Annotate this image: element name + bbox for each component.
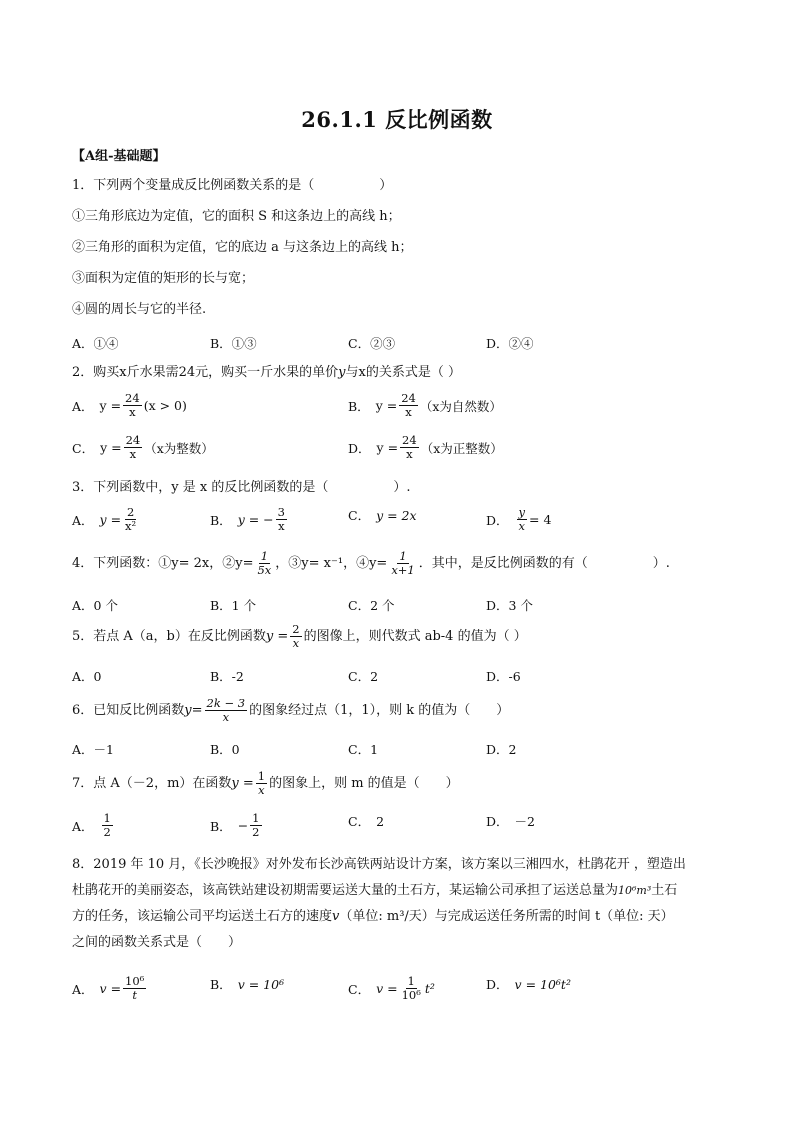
stem-part: ．其中，是反比例函数的有（ ）.: [418, 555, 670, 571]
stem-part: 6．已知反比例函数: [72, 702, 185, 718]
fraction: [124, 434, 143, 461]
fraction: [123, 506, 138, 533]
stem-part: 的图象上，则 m 的值是（ ）: [269, 775, 459, 791]
denominator: x: [405, 405, 412, 419]
stem-part: 5．若点 A（a，b）在反比例函数: [72, 628, 266, 644]
q4-option-a: A．0 个: [72, 598, 118, 613]
fraction: [399, 392, 418, 419]
condition: （x为正整数）: [420, 440, 503, 456]
q6-option-a: A．－1: [72, 742, 114, 757]
denominator: x: [222, 710, 230, 724]
numerator: 1: [103, 811, 111, 825]
option-label: D．: [486, 977, 509, 992]
numerator: 24: [125, 433, 141, 447]
section-heading: 【A组-基础题】: [72, 149, 166, 164]
q2-stem-var: y: [338, 365, 346, 380]
formula-lhs: y=: [184, 702, 203, 718]
fraction: [205, 697, 248, 724]
formula-lhs: y =: [375, 398, 398, 413]
q1-item-4: ④圆的周长与它的半径.: [72, 302, 207, 317]
stem-part: 4．下列函数：①y= 2x，②y=: [72, 555, 254, 571]
formula: y = 2x: [376, 507, 417, 523]
numerator: 24: [401, 391, 416, 405]
numerator: 2: [126, 505, 135, 519]
q2-stem-post: 与x的关系式是（ ）: [345, 365, 461, 380]
numerator: 24: [125, 391, 140, 405]
fraction: [256, 770, 267, 797]
q1-stem: 1．下列两个变量成反比例函数关系的是（ ）: [72, 178, 393, 193]
denominator: x²: [125, 519, 137, 533]
q3-option-d: [486, 506, 551, 533]
fraction: [400, 975, 423, 1002]
option-label: D．: [486, 512, 509, 528]
quantity: 10⁶m³: [618, 884, 652, 897]
fraction: [123, 392, 142, 419]
fraction: [123, 975, 146, 1002]
formula-lhs: y =: [99, 398, 122, 413]
option-label: C．: [348, 981, 371, 997]
q1-item-1: ①三角形底边为定值，它的面积 S 和这条边上的高线 h；: [72, 209, 401, 224]
q6-stem: [72, 697, 509, 724]
text: 土石: [651, 883, 678, 898]
stem-part: 7．点 A（－2，m）在函数: [72, 775, 232, 791]
formula-rhs: = 4: [529, 512, 552, 527]
formula-lhs: y =: [265, 628, 289, 644]
numerator: 1: [257, 769, 266, 783]
text: 杜鹃花开的美丽姿态，该高铁站建设初期需要运送大量的土石方，某运输公司承担了运送总量为: [72, 883, 619, 898]
variable: v: [332, 909, 340, 924]
q2-stem: [72, 365, 461, 381]
q6-option-d: D．2: [486, 742, 517, 757]
stem-part: ，③y= x⁻¹，④y=: [275, 555, 388, 571]
q3-stem: 3．下列函数中，y 是 x 的反比例函数的是（ ）.: [72, 480, 411, 495]
q5-option-d: D．-6: [486, 669, 521, 684]
formula-rhs: t²: [424, 981, 435, 996]
option-label: A．: [72, 512, 94, 528]
q8-line-2: [72, 878, 722, 904]
denominator: x: [129, 447, 137, 461]
formula-lhs: y =: [99, 512, 122, 527]
q7-option-a: [72, 812, 115, 839]
q1-item-2: ②三角形的面积为定值，它的底边 a 与这条边上的高线 h；: [72, 240, 413, 255]
q1-option-c: C．②③: [348, 336, 396, 351]
q4-option-d: D．3 个: [486, 598, 533, 613]
q1-item-3: ③面积为定值的矩形的长与宽；: [72, 271, 255, 286]
q5-option-b: B．-2: [210, 669, 244, 684]
denominator: 2: [252, 825, 260, 839]
option-label: B．: [348, 398, 370, 414]
q4-option-c: C．2 个: [348, 598, 395, 613]
q7-option-b: [210, 812, 264, 839]
numerator: 1: [399, 549, 407, 563]
q2-stem-pre: 2．购买x斤水果需24元，购买一斤水果的单价: [72, 365, 339, 380]
q5-stem: [72, 623, 527, 650]
formula-lhs: y =: [100, 440, 122, 455]
numerator: 3: [277, 505, 285, 519]
option-label: C．: [348, 814, 371, 829]
option-label: B．: [210, 512, 232, 528]
denominator: t: [132, 988, 137, 1002]
q8-line-4: 之间的函数关系式是（ ）: [72, 935, 242, 950]
q2-option-b: [348, 392, 502, 419]
denominator: x: [258, 783, 265, 797]
option-label: A．: [72, 981, 94, 997]
q1-option-a: A．①④: [72, 336, 119, 351]
q7-option-d: [486, 812, 535, 830]
denominator: x: [129, 405, 136, 419]
option-label: C．: [348, 508, 371, 523]
q2-option-a: [72, 392, 187, 419]
q8-option-a: [72, 975, 148, 1002]
denominator: 10⁶: [401, 988, 421, 1002]
fraction: [255, 550, 273, 577]
q4-stem: [72, 550, 670, 577]
fraction: [290, 623, 301, 650]
q8-line-3: [72, 904, 722, 930]
q5-option-a: A．0: [72, 669, 102, 684]
q7-stem: [72, 770, 459, 797]
minus-sign: −: [237, 818, 249, 833]
q8-stem: [72, 852, 722, 956]
fraction: [102, 812, 113, 839]
option-value: －2: [514, 814, 535, 829]
fraction: [250, 812, 261, 839]
formula-lhs: v =: [376, 981, 398, 996]
denominator: 2: [103, 825, 111, 839]
q5-option-c: C．2: [348, 669, 379, 684]
q2-option-c: [72, 434, 214, 461]
q2-option-d: [348, 434, 503, 461]
q8-option-b: [210, 975, 284, 993]
fraction: [400, 434, 419, 461]
formula: v = 10⁶: [237, 976, 285, 992]
denominator: x: [292, 636, 300, 650]
stem-part: 的图像上，则代数式 ab-4 的值为（ ）: [303, 628, 527, 644]
numerator: 1: [407, 974, 415, 988]
numerator: 2k − 3: [206, 696, 246, 710]
formula-lhs: y =: [376, 440, 399, 455]
numerator: 2: [292, 622, 300, 636]
option-label: A．: [72, 398, 94, 414]
option-label: D．: [348, 440, 371, 456]
numerator: 24: [402, 433, 417, 447]
text: （单位: m³/天）与完成运送任务所需的时间 t（单位: 天）: [339, 909, 674, 924]
denominator: x+1: [391, 563, 415, 577]
q6-option-b: B．0: [210, 742, 240, 757]
condition: (x > 0): [143, 398, 187, 413]
numerator: y: [518, 505, 526, 519]
option-label: B．: [210, 977, 232, 992]
formula-lhs: y =: [231, 775, 254, 791]
q3-option-c: [348, 506, 417, 524]
option-label: A．: [72, 818, 94, 834]
numerator: 10⁶: [125, 974, 145, 988]
condition: （x为自然数）: [419, 398, 502, 414]
fraction: [389, 550, 416, 577]
denominator: x: [406, 447, 413, 461]
page-title: 26.1.1 反比例函数: [301, 107, 493, 132]
denominator: x: [518, 519, 526, 533]
option-label: C．: [72, 440, 95, 456]
formula: v = 10⁶t²: [514, 976, 571, 992]
denominator: 5x: [257, 563, 272, 577]
q1-option-d: D．②④: [486, 336, 534, 351]
q4-option-b: B．1 个: [210, 598, 257, 613]
option-label: D．: [486, 814, 509, 829]
q6-option-c: C．1: [348, 742, 379, 757]
q8-option-c: [348, 975, 435, 1002]
q3-option-a: [72, 506, 140, 533]
q8-option-d: [486, 975, 571, 993]
stem-part: 的图象经过点（1，1），则 k 的值为（ ）: [249, 702, 510, 718]
q8-line-1: 8．2019 年 10 月，《长沙晚报》对外发布长沙高铁两站设计方案，该方案以三湘四水，杜鹃花开 ，塑造出: [72, 857, 686, 872]
text: 方的任务，该运输公司平均运送土石方的速度: [72, 909, 333, 924]
q3-option-b: [210, 506, 289, 533]
q7-option-c: [348, 812, 384, 830]
fraction: [276, 506, 287, 533]
q1-option-b: B．①③: [210, 336, 257, 351]
fraction: [517, 506, 528, 533]
option-value: 2: [376, 813, 385, 829]
numerator: 1: [252, 811, 260, 825]
condition: （x为整数）: [144, 440, 214, 456]
formula-lhs: y = −: [237, 512, 274, 527]
numerator: 1: [260, 549, 269, 563]
denominator: x: [278, 519, 285, 533]
option-label: B．: [210, 818, 232, 834]
formula-lhs: v =: [99, 981, 122, 996]
